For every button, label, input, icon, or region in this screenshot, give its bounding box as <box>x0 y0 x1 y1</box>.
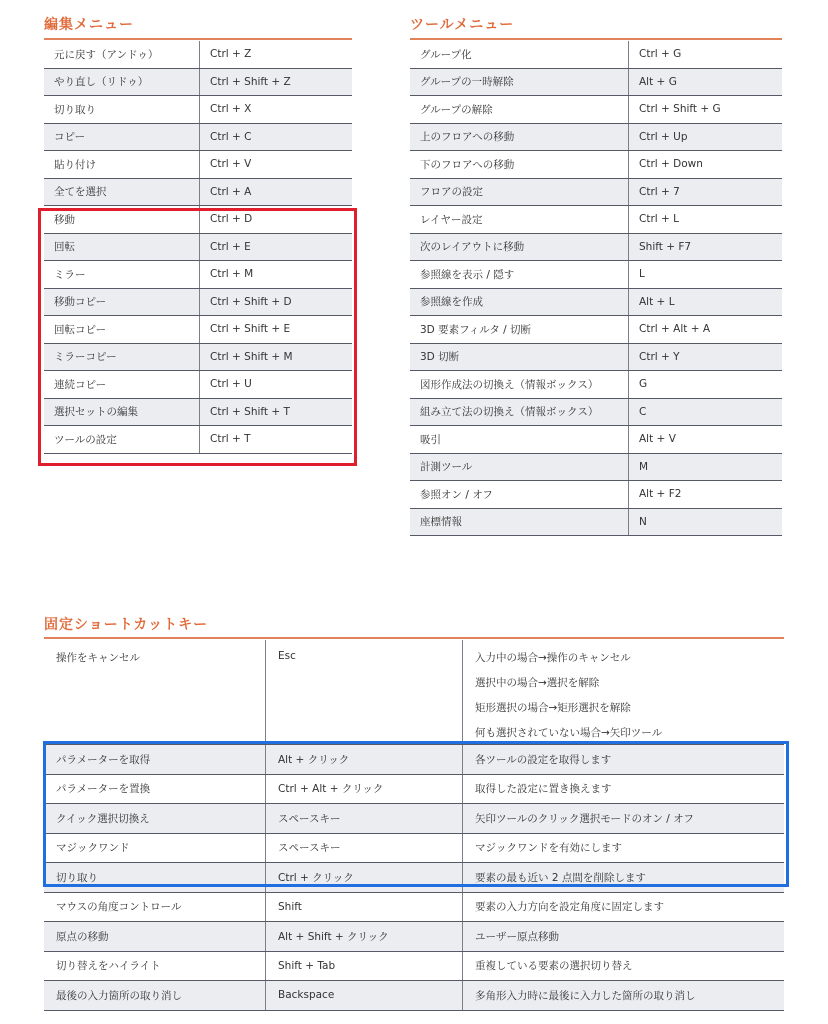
table-row <box>44 775 784 805</box>
fixed-key-cell: スペースキー <box>265 834 462 863</box>
edit-shortcut-cell: Ctrl + Shift + Z <box>199 69 352 96</box>
table-row <box>410 371 782 399</box>
edit-shortcut-cell: Ctrl + Shift + M <box>199 344 352 371</box>
edit-command-cell: 貼り付け <box>54 158 96 171</box>
table-row <box>44 640 784 745</box>
fixed-notes-cell: マジックワンドを有効にします <box>462 834 784 863</box>
table-row <box>44 426 352 454</box>
edit-menu-table <box>44 41 352 454</box>
tool-shortcut-cell: C <box>628 399 782 426</box>
fixed-action-cell: パラメーターを置換 <box>56 783 151 796</box>
table-row <box>44 952 784 982</box>
table-row <box>44 745 784 775</box>
fixed-key-cell: Alt + クリック <box>265 745 462 774</box>
tool-command-cell: 図形作成法の切換え（情報ボックス） <box>420 378 599 391</box>
fixed-shortcuts-title: 固定ショートカットキー <box>44 617 209 633</box>
table-row <box>44 922 784 952</box>
tool-command-cell: グループの解除 <box>420 103 493 116</box>
tool-shortcut-cell: Alt + L <box>628 289 782 316</box>
note-line: 矩形選択の場合→矩形選択を解除 <box>475 702 631 714</box>
table-row <box>410 454 782 482</box>
tool-command-cell: 3D 切断 <box>420 351 460 364</box>
tool-command-cell: 3D 要素フィルタ / 切断 <box>420 323 532 336</box>
table-row <box>410 261 782 289</box>
edit-shortcut-cell: Ctrl + Shift + T <box>199 399 352 426</box>
edit-command-cell: コピー <box>54 131 86 144</box>
table-row <box>44 124 352 152</box>
edit-command-cell: 回転コピー <box>54 323 107 336</box>
table-row <box>44 863 784 893</box>
fixed-action-cell: パラメーターを取得 <box>56 753 151 766</box>
tool-command-cell: グループの一時解除 <box>420 76 514 89</box>
note-line: 選択中の場合→選択を解除 <box>475 677 600 689</box>
table-row <box>410 41 782 69</box>
table-row <box>44 234 352 262</box>
table-row <box>410 344 782 372</box>
fixed-shortcuts-rule <box>44 637 784 639</box>
tool-command-cell: 計測ツール <box>420 461 473 474</box>
table-row <box>44 981 784 1011</box>
fixed-action-cell: 操作をキャンセル <box>56 652 140 664</box>
tool-command-cell: 上のフロアへの移動 <box>420 131 515 144</box>
note-line: 何も選択されていない場合→矢印ツール <box>475 727 663 739</box>
edit-command-cell: やり直し（リドゥ） <box>54 76 149 89</box>
fixed-action-cell: クイック選択切換え <box>56 812 150 825</box>
tool-shortcut-cell: M <box>628 454 782 481</box>
fixed-key-cell: Esc <box>265 640 462 744</box>
edit-shortcut-cell: Ctrl + V <box>199 151 352 178</box>
tool-shortcut-cell: N <box>628 509 782 536</box>
tool-command-cell: 次のレイアウトに移動 <box>420 241 525 254</box>
fixed-key-cell: Shift + Tab <box>265 952 462 981</box>
table-row <box>44 151 352 179</box>
fixed-shortcuts-table <box>44 640 784 1011</box>
table-row <box>44 179 352 207</box>
edit-shortcut-cell: Ctrl + Z <box>199 41 352 68</box>
edit-shortcut-cell: Ctrl + Shift + D <box>199 289 352 316</box>
fixed-notes-cell: 要素の入力方向を設定角度に固定します <box>462 893 784 922</box>
tool-command-cell: グループ化 <box>420 48 472 61</box>
edit-command-cell: 切り取り <box>54 103 96 116</box>
note-line: 入力中の場合→操作のキャンセル <box>475 652 631 664</box>
tool-command-cell: フロアの設定 <box>420 186 483 199</box>
table-row <box>44 893 784 923</box>
fixed-action-cell: マジックワンド <box>56 842 130 855</box>
edit-shortcut-cell: Ctrl + U <box>199 371 352 398</box>
edit-command-cell: ツールの設定 <box>54 433 117 446</box>
edit-menu-title: 編集メニュー <box>44 17 134 33</box>
table-row <box>410 206 782 234</box>
tool-command-cell: 参照オン / オフ <box>420 488 493 501</box>
table-row <box>410 234 782 262</box>
table-row <box>44 261 352 289</box>
table-row <box>44 834 784 864</box>
tool-shortcut-cell: Alt + G <box>628 69 782 96</box>
tool-shortcut-cell: Ctrl + G <box>628 41 782 68</box>
fixed-key-cell: Ctrl + クリック <box>265 863 462 892</box>
fixed-action-cell: 切り取り <box>56 871 98 884</box>
table-row <box>410 179 782 207</box>
edit-menu-rule <box>44 38 352 40</box>
table-row <box>410 96 782 124</box>
fixed-notes-cell: 各ツールの設定を取得します <box>462 745 784 774</box>
fixed-notes-cell: ユーザー原点移動 <box>462 922 784 951</box>
tool-menu-title: ツールメニュー <box>410 17 515 33</box>
table-row <box>44 804 784 834</box>
tool-command-cell: 座標情報 <box>420 516 462 529</box>
tool-shortcut-cell: G <box>628 371 782 398</box>
table-row <box>44 206 352 234</box>
edit-command-cell: 元に戻す（アンドゥ） <box>54 48 159 61</box>
edit-shortcut-cell: Ctrl + T <box>199 426 352 453</box>
edit-shortcut-cell: Ctrl + M <box>199 261 352 288</box>
edit-command-cell: 連続コピー <box>54 378 107 391</box>
table-row <box>44 41 352 69</box>
tool-shortcut-cell: Alt + V <box>628 426 782 453</box>
fixed-action-cell: マウスの角度コントロール <box>56 901 182 914</box>
fixed-notes-cell: 多角形入力時に最後に入力した箇所の取り消し <box>462 981 784 1010</box>
tool-shortcut-cell: Ctrl + Y <box>628 344 782 371</box>
edit-shortcut-cell: Ctrl + Shift + E <box>199 316 352 343</box>
edit-shortcut-cell: Ctrl + C <box>199 124 352 151</box>
tool-command-cell: 参照線を表示 / 隠す <box>420 268 515 281</box>
tool-menu-table <box>410 41 782 536</box>
fixed-key-cell: Ctrl + Alt + クリック <box>265 775 462 804</box>
edit-shortcut-cell: Ctrl + D <box>199 206 352 233</box>
tool-command-cell: 下のフロアへの移動 <box>420 158 515 171</box>
fixed-key-cell: Shift <box>265 893 462 922</box>
tool-shortcut-cell: Ctrl + 7 <box>628 179 782 206</box>
edit-command-cell: 選択セットの編集 <box>54 406 138 419</box>
table-row <box>44 96 352 124</box>
tool-command-cell: 参照線を作成 <box>420 296 483 309</box>
fixed-notes-cell: 矢印ツールのクリック選択モードのオン / オフ <box>462 804 784 833</box>
tool-shortcut-cell: Ctrl + Down <box>628 151 782 178</box>
table-row <box>44 344 352 372</box>
fixed-action-cell: 原点の移動 <box>56 930 109 943</box>
table-row <box>44 399 352 427</box>
tool-shortcut-cell: Ctrl + Shift + G <box>628 96 782 123</box>
table-row <box>410 151 782 179</box>
tool-command-cell: 組み立て法の切換え（情報ボックス） <box>420 406 599 419</box>
table-row <box>44 316 352 344</box>
tool-menu-rule <box>410 38 782 40</box>
table-row <box>44 371 352 399</box>
edit-shortcut-cell: Ctrl + X <box>199 96 352 123</box>
edit-command-cell: ミラーコピー <box>54 351 117 364</box>
tool-shortcut-cell: Ctrl + Up <box>628 124 782 151</box>
table-row <box>410 426 782 454</box>
table-row <box>410 481 782 509</box>
fixed-notes-cell: 要素の最も近い 2 点間を削除します <box>462 863 784 892</box>
table-row <box>44 69 352 97</box>
edit-command-cell: 移動 <box>54 213 75 226</box>
fixed-key-cell: スペースキー <box>265 804 462 833</box>
edit-command-cell: 移動コピー <box>54 296 107 309</box>
tool-shortcut-cell: Ctrl + L <box>628 206 782 233</box>
tool-shortcut-cell: Shift + F7 <box>628 234 782 261</box>
fixed-key-cell: Alt + Shift + クリック <box>265 922 462 951</box>
fixed-notes-cell: 取得した設定に置き換えます <box>462 775 784 804</box>
table-row <box>410 399 782 427</box>
table-row <box>410 124 782 152</box>
tool-command-cell: 吸引 <box>420 433 441 446</box>
fixed-action-cell: 最後の入力箇所の取り消し <box>56 989 182 1002</box>
table-row <box>44 289 352 317</box>
edit-command-cell: 回転 <box>54 241 75 254</box>
tool-shortcut-cell: L <box>628 261 782 288</box>
edit-shortcut-cell: Ctrl + A <box>199 179 352 206</box>
fixed-notes-cell: 重複している要素の選択切り替え <box>462 952 784 981</box>
edit-command-cell: ミラー <box>54 268 86 281</box>
table-row <box>410 509 782 537</box>
table-row <box>410 289 782 317</box>
fixed-notes-cell <box>462 640 784 744</box>
tool-shortcut-cell: Ctrl + Alt + A <box>628 316 782 343</box>
fixed-key-cell: Backspace <box>265 981 462 1010</box>
edit-shortcut-cell: Ctrl + E <box>199 234 352 261</box>
table-row <box>410 316 782 344</box>
fixed-action-cell: 切り替えをハイライト <box>56 960 161 973</box>
table-row <box>410 69 782 97</box>
tool-shortcut-cell: Alt + F2 <box>628 481 782 508</box>
tool-command-cell: レイヤー設定 <box>420 213 483 226</box>
edit-command-cell: 全てを選択 <box>54 186 107 199</box>
